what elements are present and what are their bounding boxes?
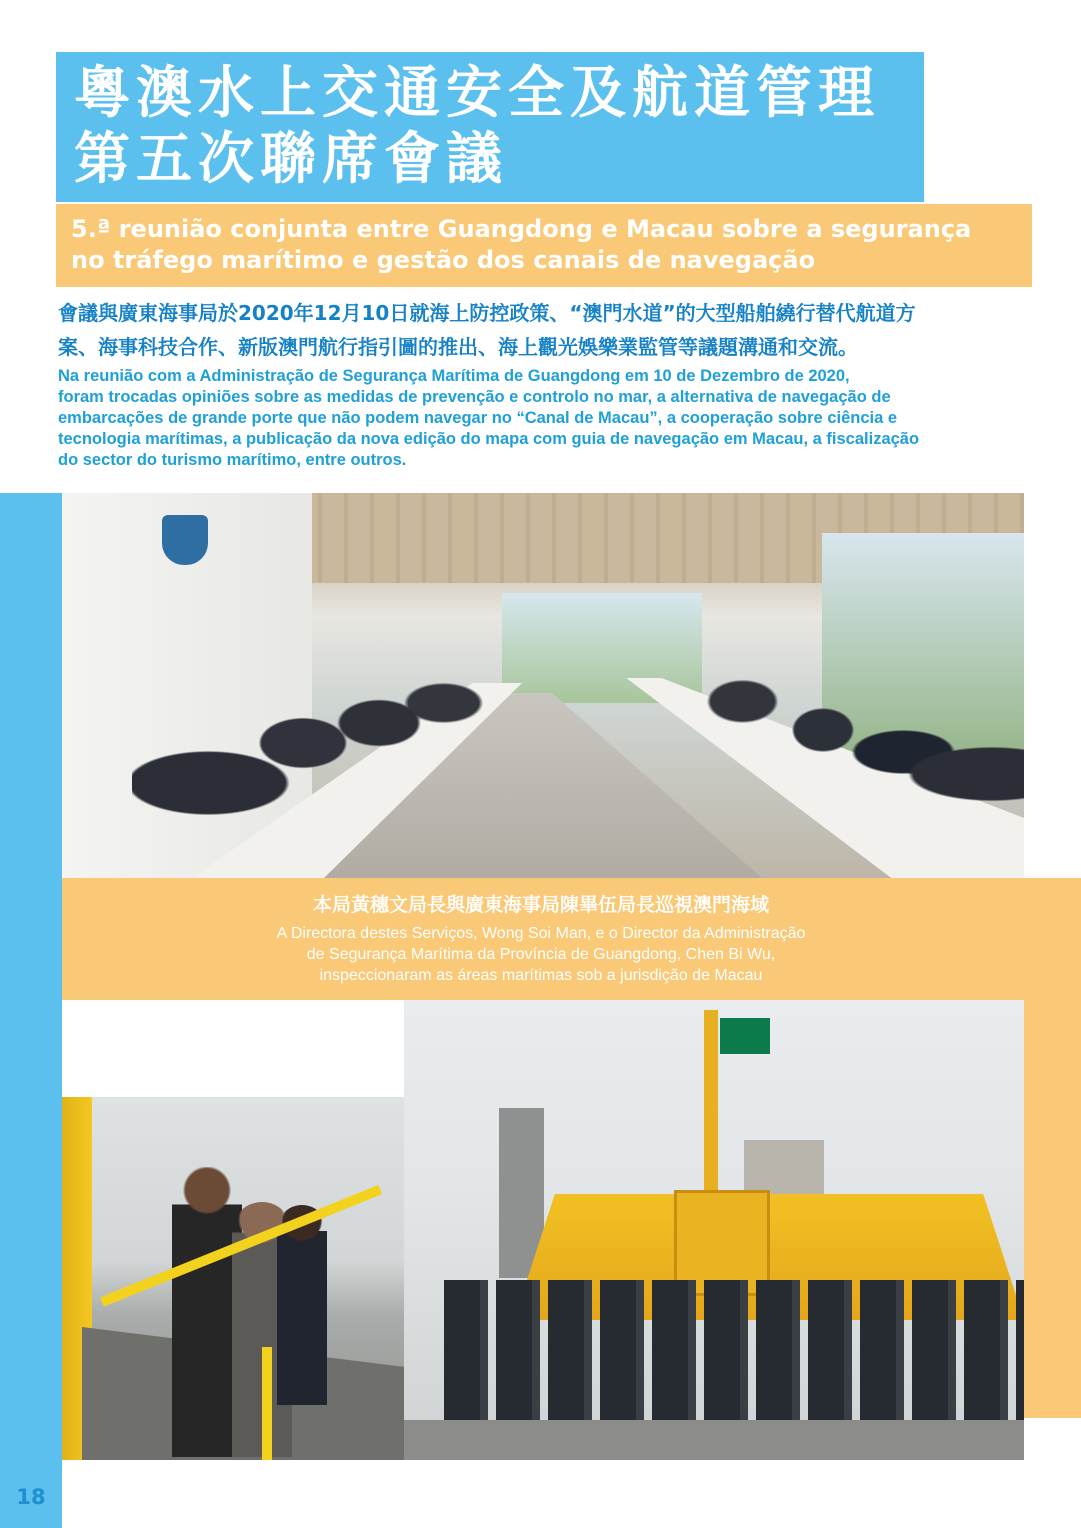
portuguese-paragraph-line: foram trocadas opiniões sobre as medidas de prevenção e controlo no mar, a alternativa de navegação de bbox=[58, 388, 891, 406]
right-accent-block bbox=[1024, 1000, 1081, 1418]
portuguese-paragraph bbox=[58, 366, 1038, 471]
subtitle-line-1: 5.ª reunião conjunta entre Guangdong e Macau sobre a segurança bbox=[71, 215, 972, 243]
deck-inspection-photo bbox=[62, 1097, 404, 1460]
page-number: 18 bbox=[16, 1485, 46, 1509]
meeting-room-photo bbox=[62, 493, 1024, 878]
portuguese-paragraph-line: tecnologia marítimas, a publicação da nova edição do mapa com guia de navegação em Macau, a fiscalização bbox=[58, 430, 920, 448]
vessel-deck bbox=[404, 1420, 1024, 1460]
delegation-left bbox=[132, 663, 512, 863]
delegation-right bbox=[622, 653, 1024, 873]
page-title-line-2: 第五次聯席會議 bbox=[74, 127, 508, 192]
portuguese-paragraph-line: Na reunião com a Administração de Segurança Marítima de Guangdong em 10 de Dezembro de 2020, bbox=[58, 367, 850, 385]
page-title-line-1: 粵澳水上交通安全及航道管理 bbox=[74, 61, 880, 126]
caption-portuguese bbox=[62, 923, 1020, 986]
photo-caption bbox=[62, 878, 1081, 1000]
ship-mast bbox=[704, 1010, 718, 1210]
chinese-paragraph bbox=[58, 296, 1034, 364]
macau-flag bbox=[720, 1018, 770, 1054]
chinese-paragraph-line: 案、海事科技合作、新版澳門航行指引圖的推出、海上觀光娛樂業監管等議題溝通和交流。 bbox=[58, 335, 858, 359]
yellow-railing-post bbox=[262, 1347, 272, 1460]
caption-chinese: 本局黃穗文局長與廣東海事局陳畢伍局長巡視澳門海域 bbox=[312, 894, 769, 916]
official-figure bbox=[277, 1205, 327, 1405]
caption-portuguese-line: de Segurança Marítima da Província de Guangdong, Chen Bi Wu, bbox=[306, 946, 776, 963]
group-photo-on-vessel bbox=[404, 1000, 1024, 1460]
caption-portuguese-line: inspeccionaram as áreas marítimas sob a jurisdição de Macau bbox=[319, 967, 763, 984]
left-accent-bar bbox=[0, 493, 62, 1528]
caption-portuguese-line: A Directora destes Serviços, Wong Soi Man, e o Director da Administração bbox=[276, 925, 806, 942]
chinese-paragraph-line: 會議與廣東海事局於2020年12月10日就海上防控政策、“澳門水道”的大型船舶繞行替代航道方 bbox=[58, 301, 916, 325]
portuguese-paragraph-line: embarcações de grande porte que não podem navegar no “Canal de Macau”, a cooperação sobre ciência e bbox=[58, 409, 898, 427]
emblem-logo bbox=[162, 515, 208, 565]
portuguese-paragraph-line: do sector do turismo marítimo, entre outros. bbox=[58, 451, 407, 469]
subtitle-banner bbox=[56, 204, 1032, 287]
subtitle-line-2: no tráfego marítimo e gestão dos canais de navegação bbox=[71, 246, 816, 274]
title-banner bbox=[56, 52, 924, 202]
